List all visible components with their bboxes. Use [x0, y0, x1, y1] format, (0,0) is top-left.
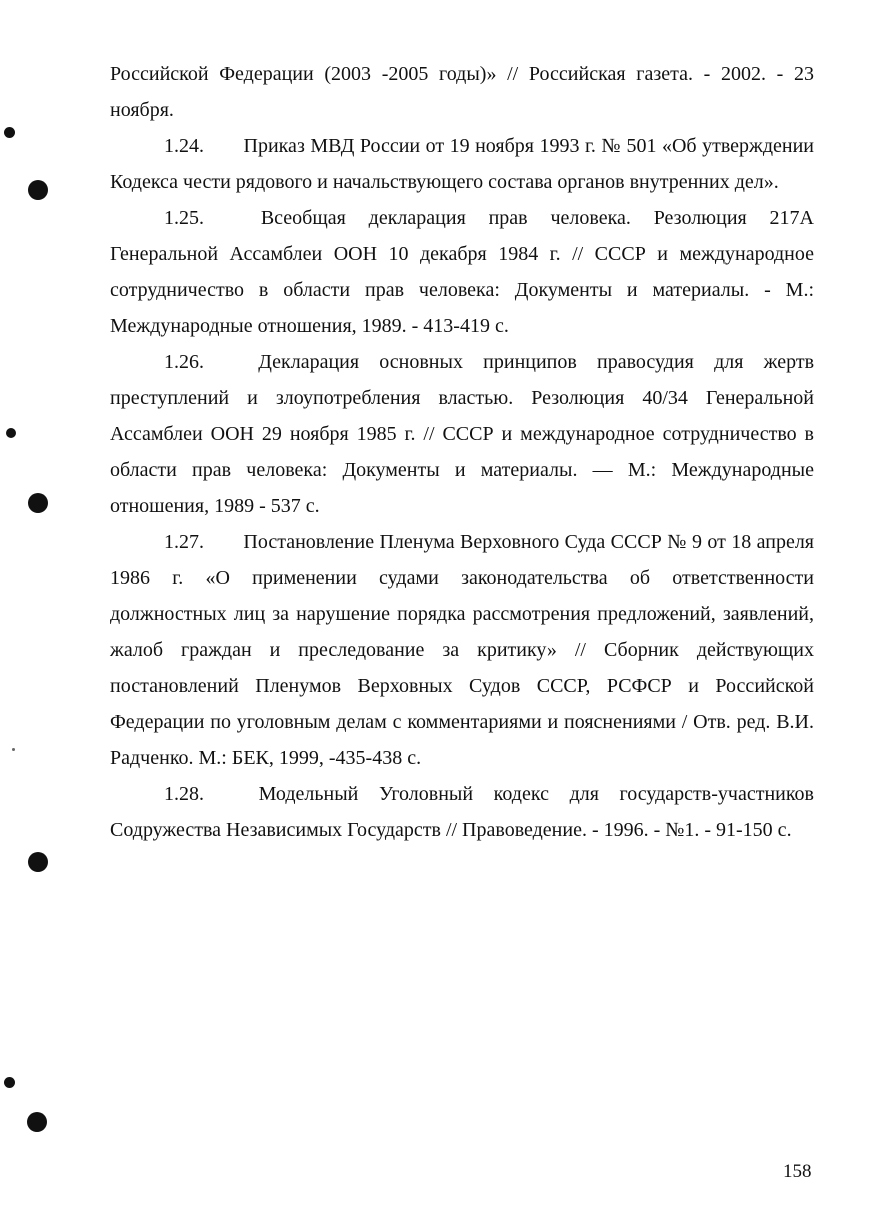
- entry-number: 1.28.: [164, 783, 204, 805]
- reference-entry-1-25: [110, 200, 814, 344]
- punch-hole: [4, 1077, 15, 1088]
- punch-hole: [28, 493, 48, 513]
- document-body: [110, 56, 814, 848]
- scan-speck: [12, 748, 15, 751]
- punch-hole: [28, 180, 48, 200]
- reference-entry-1-28: [110, 776, 814, 848]
- punch-hole: [28, 852, 48, 872]
- entry-text: Приказ МВД России от 19 ноября 1993 г. № 501 «Об утверждении Кодекса чести рядового и начальствующего состава органов внутренних дел».: [110, 135, 814, 193]
- entry-number: 1.26.: [164, 351, 204, 373]
- entry-number: 1.27.: [164, 531, 204, 553]
- punch-hole: [4, 127, 15, 138]
- entry-text: Модельный Уголовный кодекс для государств-участников Содружества Независимых Государств // Правоведение. - 1996. - №1. - 91-150 с.: [110, 783, 814, 841]
- punch-hole: [27, 1112, 47, 1132]
- entry-text: Декларация основных принципов правосудия для жертв преступлений и злоупотребления властью. Резолюция 40/34 Генеральной Ассамблеи ООН 29 ноября 1985 г. // СССР и международное сотрудничество в области прав человека: Документы и материалы. — М.: Международные отношения, 1989 - 537 с.: [110, 351, 815, 517]
- continuation-paragraph: Российской Федерации (2003 -2005 годы)» // Российская газета. - 2002. - 23 ноября.: [110, 63, 814, 121]
- reference-entry-1-27: [110, 524, 814, 776]
- reference-entry-1-26: [110, 344, 814, 524]
- page-number: 158: [783, 1161, 812, 1182]
- reference-entry-1-24: [110, 128, 814, 200]
- punch-hole: [6, 428, 16, 438]
- entry-number: 1.25.: [164, 207, 204, 229]
- entry-number: 1.24.: [164, 135, 204, 157]
- entry-text: Постановление Пленума Верховного Суда СССР № 9 от 18 апреля 1986 г. «О применении судами законодательства об ответственности должностных лиц за нарушение порядка рассмотрения предложений, заявлений, жалоб граждан и преследование за критику» // Сборник действующих постановлений Пленумов Верховных Судов СССР, РСФСР и Российской Федерации по уголовным делам с комментариями и пояснениями / Отв. ред. В.И. Радченко. М.: БЕК, 1999, -435-438 с.: [110, 531, 815, 769]
- entry-text: Всеобщая декларация прав человека. Резолюция 217А Генеральной Ассамблеи ООН 10 декабря 1984 г. // СССР и международное сотрудничество в области прав человека: Документы и материалы. - М.: Международные отношения, 1989. - 413-419 с.: [110, 207, 815, 337]
